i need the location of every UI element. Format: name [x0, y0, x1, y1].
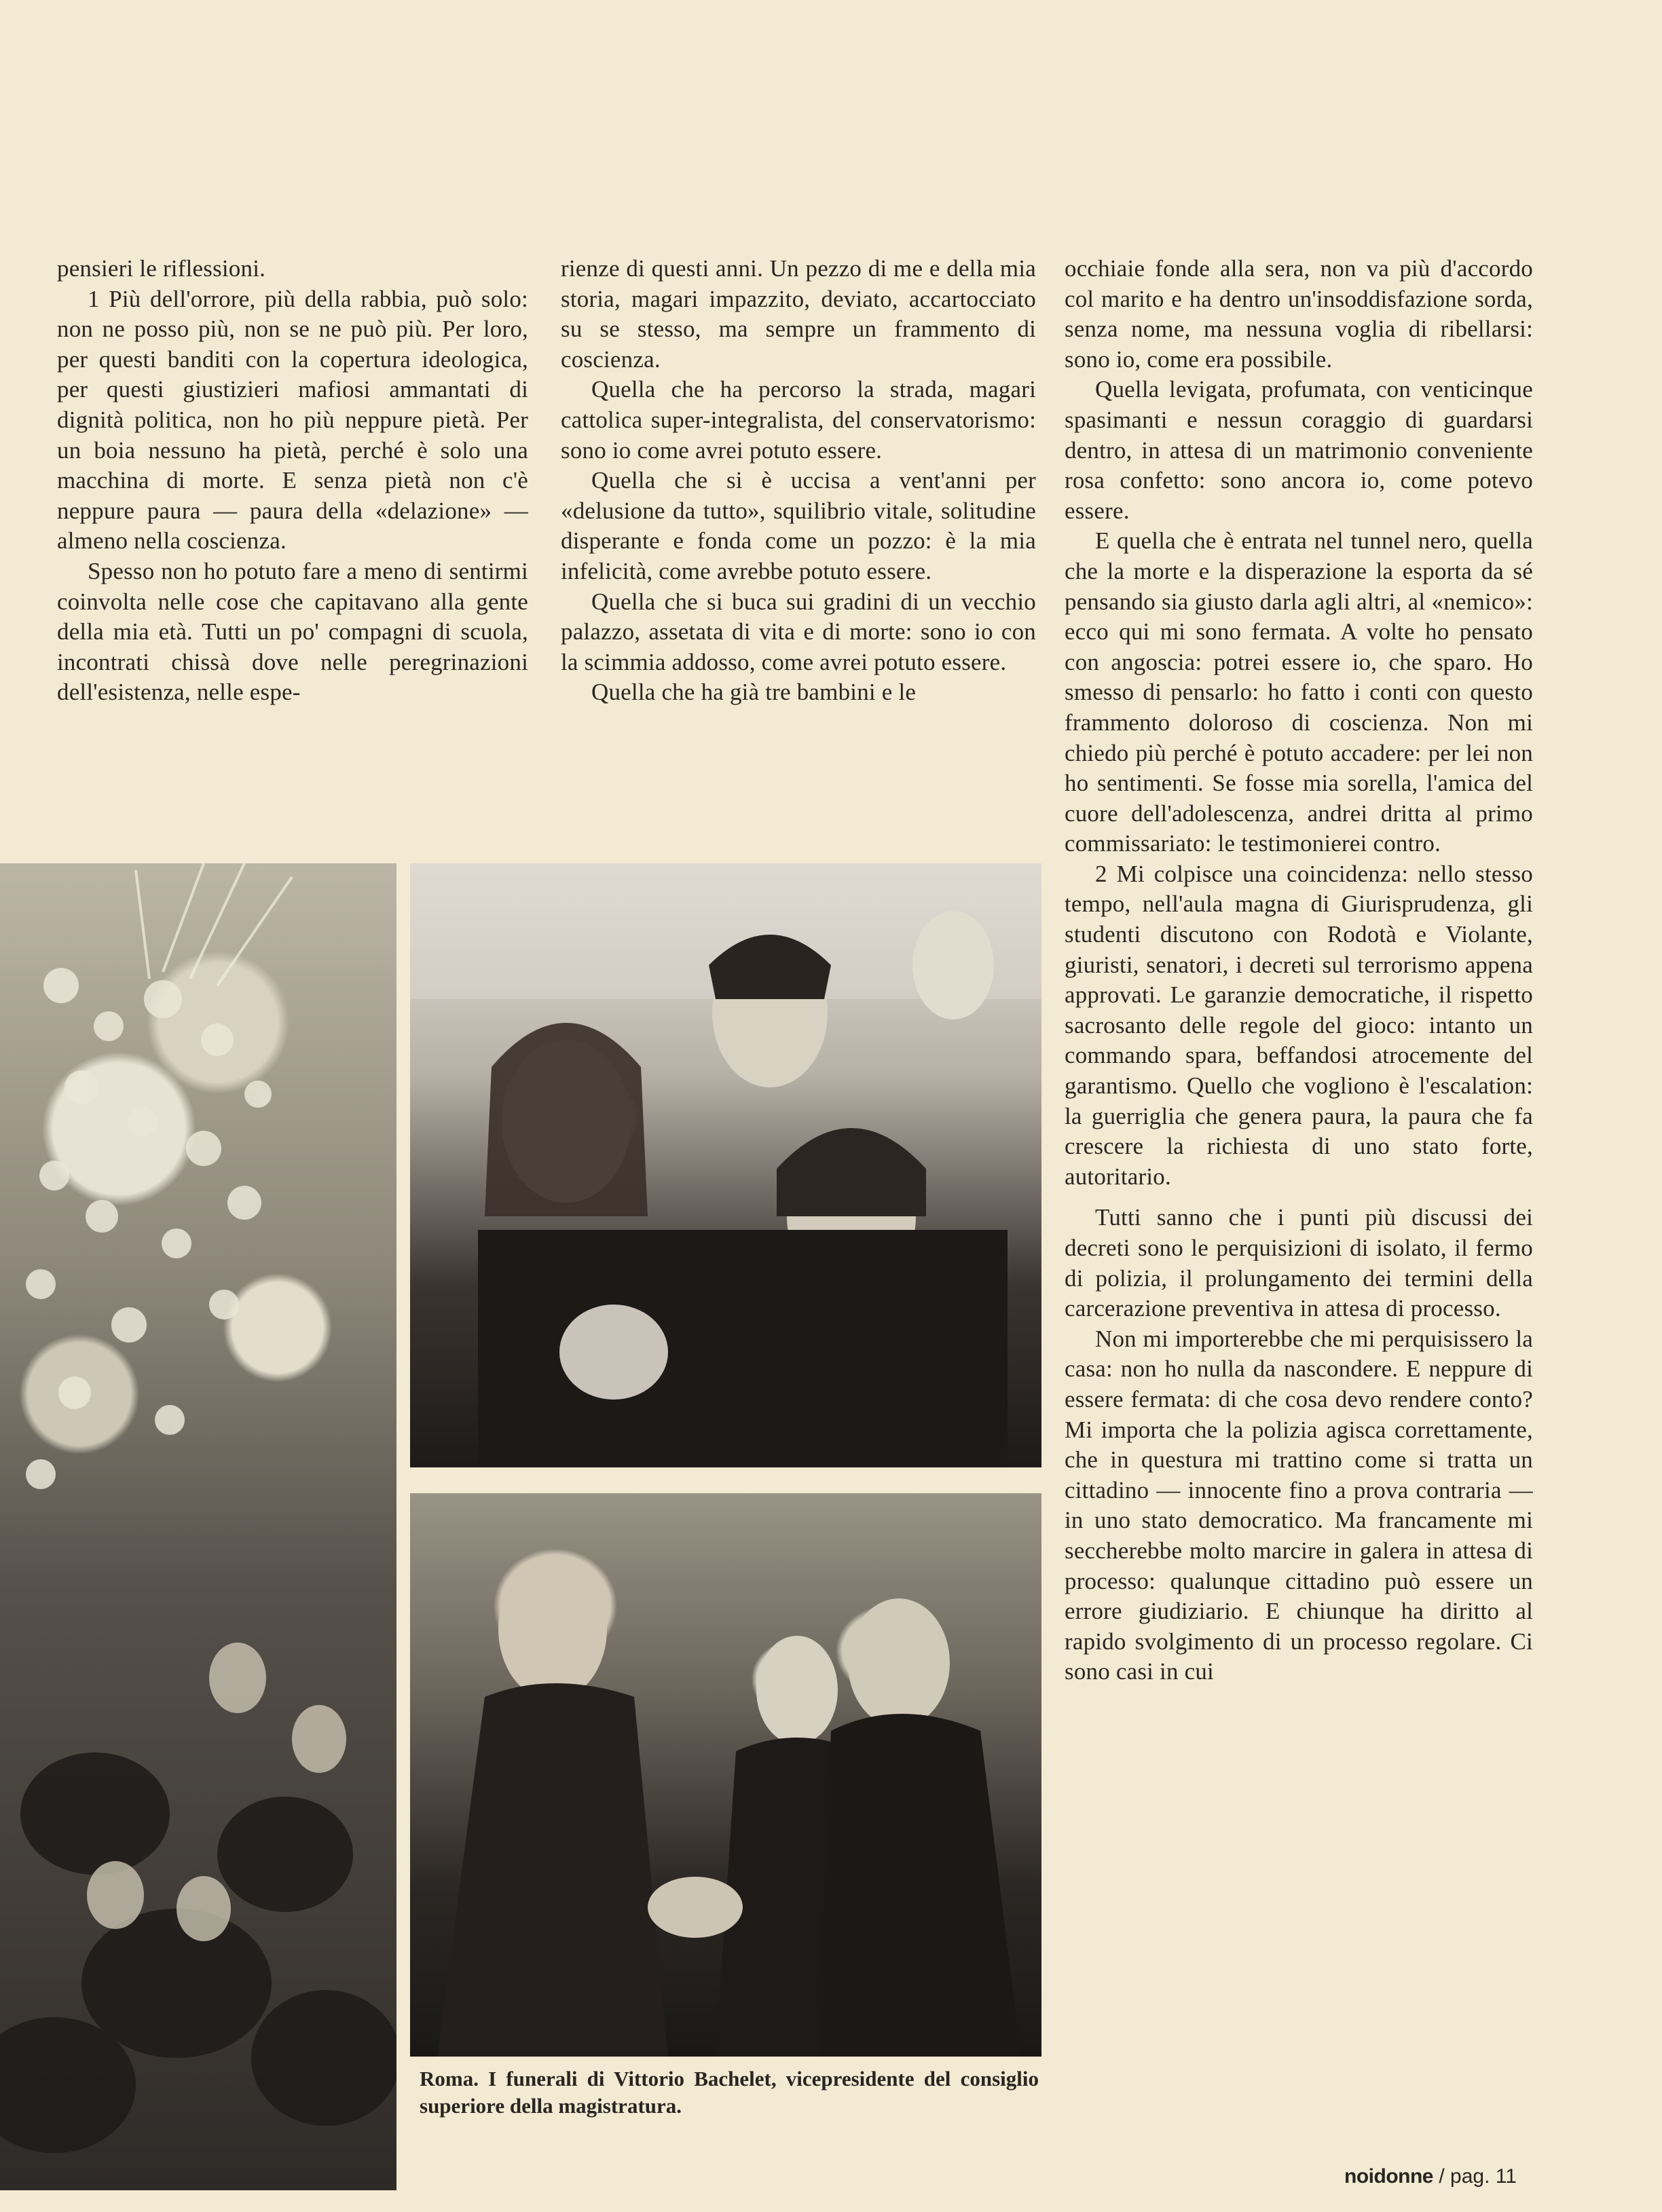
paragraph: Quella che si è uccisa a vent'anni per «delusione da tutto», squilibrio vitale, solitudine disperante e fonda come un pozzo: è la mia infelicità, come avrebbe potuto essere. [561, 467, 1036, 584]
paragraph: Non mi importerebbe che mi perquisissero la casa: non ho nulla da nascondere. E neppure di essere fermata: di che cosa devo rendere conto? Mi importa che la polizia agisca correttamente, che in questura mi trattino come si tratta un cittadino — innocente fino a prova contraria — in uno stato democratico. Ma francamente mi seccherebbe molto marcire in galera in attesa di processo: qualunque cittadino può essere un errore giudiziario. E chiunque ha diritto al rapido svolgimento di un processo regolare. Ci sono casi in cui [1065, 1325, 1533, 1685]
photo-caption: Roma. I funerali di Vittorio Bachelet, vicepresidente del consiglio superiore della magistratura. [420, 2067, 1039, 2118]
paragraph: Quella che ha già tre bambini e le [591, 679, 917, 706]
mourners-illustration [410, 863, 1041, 1467]
paragraph: Quella che si buca sui gradini di un vecchio palazzo, assetata di vita e di morte: sono io con la scimmia addosso, come avrei potuto essere. [561, 588, 1036, 675]
magazine-logo [1344, 2165, 1433, 2188]
paragraph: Spesso non ho potuto fare a meno di sentirmi coinvolta nelle cose che capitavano alla gente della mia età. Tutti un po' compagni di scuola, incontrati chissà dove nelle peregrinazioni dell'esistenza, nelle espe- [57, 557, 528, 706]
logo-donne: donne [1373, 2165, 1433, 2188]
page-number: / pag. 11 [1439, 2165, 1517, 2188]
mourners-photo-top [410, 863, 1041, 1467]
paragraph: Quella levigata, profumata, con venticinque spasimanti e nessun coraggio di guardarsi dentro, in attesa di un matrimonio conveniente rosa confetto: sono ancora io, come potevo essere. [1065, 376, 1533, 524]
paragraph: Tutti sanno che i punti più discussi dei decreti sono le perquisizioni di isolato, il fermo di polizia, il prolungamento dei termini della carcerazione preventiva in attesa di processo. [1065, 1204, 1533, 1322]
text-column-2 [561, 254, 1036, 708]
paragraph: E quella che è entrata nel tunnel nero, quella che la morte e la disperazione la esporta da sé pensando sia giusto darla agli altri, al «nemico»: ecco qui mi sono fermata. A volte ho pensato con angoscia: potrei essere io, che sparo. Ho smesso di pensarlo: ho fatto i conti con questo frammento doloroso di coscienza. Non mi chiedo più perché è potuto accadere: per lei non ho sentimenti. Se fosse mia sorella, l'amica del cuore dell'adolescenza, andrei dritta al primo commissariato: le testimonierei contro. [1065, 527, 1533, 857]
mourners-photo-bottom [410, 1493, 1041, 2057]
text-column-3 [1065, 254, 1533, 1687]
paragraph: 2 Mi colpisce una coincidenza: nello stesso tempo, nell'aula magna di Giurisprudenza, gli studenti discutono con Rodotà e Violante, giuristi, senatori, i decreti sul terrorismo appena approvati. Le garanzie democratiche, il rispetto sacrosanto delle regole del gioco: intanto un commando spara, beffandosi atrocemente del garantismo. Quello che vogliono è l'escalation: la guerriglia che genera paura, la paura che fa crescere la richiesta di uno stato forte, autoritario. [1065, 860, 1533, 1190]
funeral-flowers-photo [0, 863, 396, 2190]
page-footer [1344, 2165, 1517, 2188]
paragraph: Quella che ha percorso la strada, magari cattolica super-integralista, del conservatorismo: sono io come avrei potuto essere. [561, 376, 1036, 464]
paragraph: occhiaie fonde alla sera, non va più d'accordo col marito e ha dentro un'insoddisfazione sorda, senza nome, ma nessuna voglia di ribellarsi: sono io, come era possibile. [1065, 255, 1533, 373]
paragraph: pensieri le riflessioni. [57, 255, 266, 282]
paragraph: rienze di questi anni. Un pezzo di me e della mia storia, magari impazzito, deviato, accartocciato su se stesso, ma sempre un frammento di coscienza. [561, 255, 1036, 373]
handshake-illustration [410, 1493, 1041, 2057]
flowers-illustration [0, 863, 396, 2190]
text-column-1 [57, 254, 528, 708]
logo-noi: noi [1344, 2165, 1374, 2188]
paragraph: 1 Più dell'orrore, più della rabbia, può solo: non ne posso più, non se ne può più. Per loro, per questi banditi con la copertura ideologica, per questi giustizieri mafiosi ammantati di dignità politica, non ho più neppure pietà. Per un boia nessuno ha pietà, perché è solo una macchina di morte. E senza pietà non c'è neppure paura — paura della «delazione» — almeno nella coscienza. [57, 285, 528, 555]
